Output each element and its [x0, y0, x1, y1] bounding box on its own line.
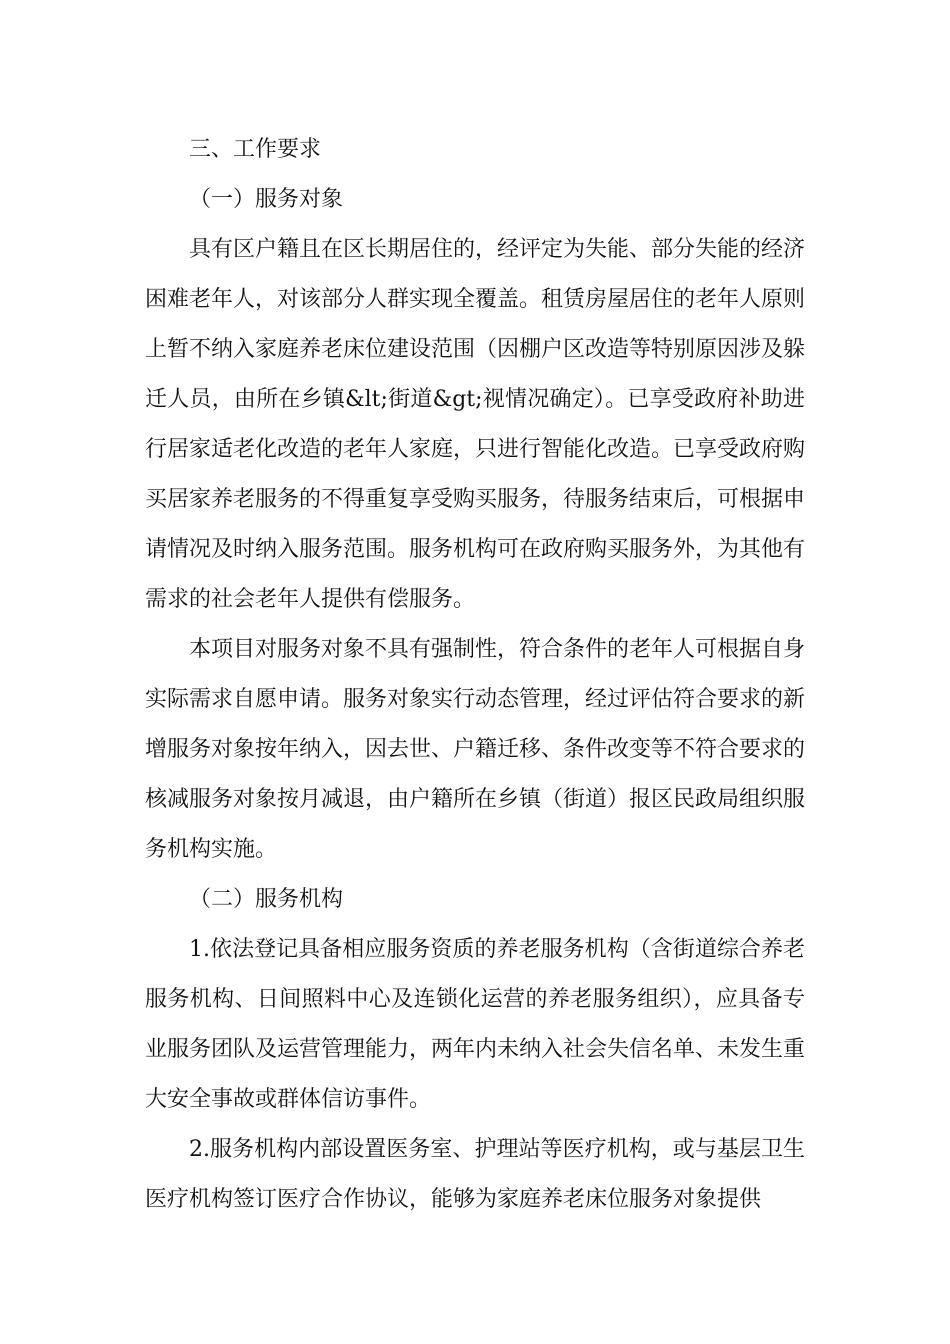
document-body: [145, 125, 805, 1225]
paragraph-institution-requirement-1: 1.依法登记具备相应服务资质的养老服务机构（含街道综合养老服务机构、日间照料中心及连锁化运营的养老服务组织），应具备专业服务团队及运营管理能力，两年内未纳入社会失信名单、未发生重大安全事故或群体信访事件。: [145, 937, 806, 1112]
paragraph-eligibility: 具有区户籍且在区长期居住的，经评定为失能、部分失能的经济困难老年人，对该部分人群实现全覆盖。租赁房屋居住的老年人原则上暂不纳入家庭养老床位建设范围（因棚户区改造等特别原因涉及躲迁人员，由所在乡镇&lt;街道&gt;视情况确定）。已享受政府补助进行居家适老化改造的老年人家庭，只进行智能化改造。已享受政府购买居家养老服务的不得重复享受购买服务，待服务结束后，可根据申请情况及时纳入服务范围。服务机构可在政府购买服务外，为其他有需求的社会老年人提供有偿服务。: [145, 237, 806, 612]
paragraph-institution-requirement-2: 2.服务机构内部设置医务室、护理站等医疗机构，或与基层卫生医疗机构签订医疗合作协议，能够为家庭养老床位服务对象提供: [145, 1137, 805, 1212]
section-heading: 三、工作要求: [189, 137, 322, 162]
subsection-heading-service-institutions: （二）服务机构: [189, 887, 344, 912]
subsection-heading-service-recipients: （一）服务对象: [189, 187, 344, 212]
paragraph-dynamic-management: 本项目对服务对象不具有强制性，符合条件的老年人可根据自身实际需求自愿申请。服务对象实行动态管理，经过评估符合要求的新增服务对象按年纳入，因去世、户籍迁移、条件改变等不符合要求的核减服务对象按月减退，由户籍所在乡镇（街道）报区民政局组织服务机构实施。: [145, 637, 806, 862]
